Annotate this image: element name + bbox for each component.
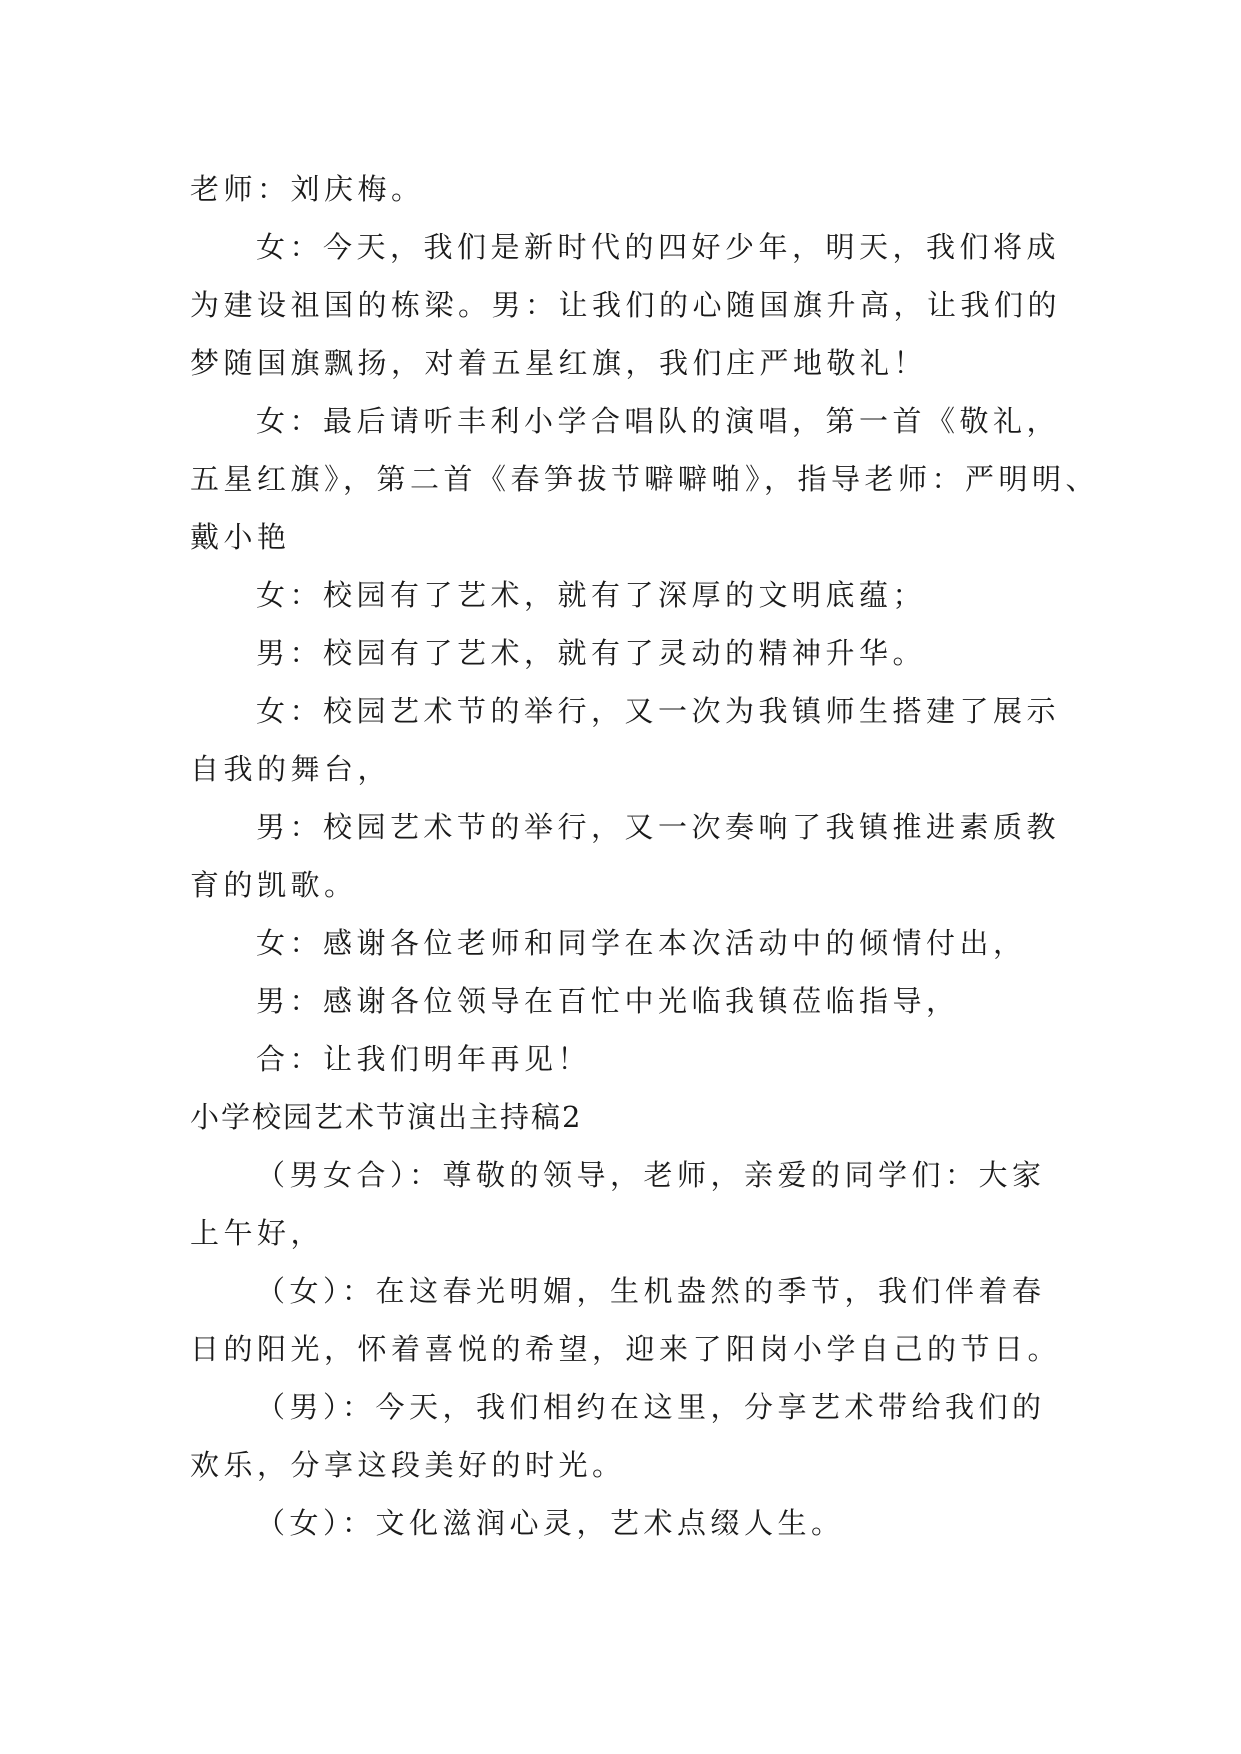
text-line: 女：校园艺术节的举行，又一次为我镇师生搭建了展示 [256,694,1061,728]
text-line: （女）：在这春光明媚，生机盎然的季节，我们伴着春 [256,1274,1046,1308]
text-line: 欢乐，分享这段美好的时光。 [190,1448,626,1482]
text-line: 合：让我们明年再见！ [256,1042,592,1076]
text-line: （女）：文化滋润心灵，艺术点缀人生。 [256,1506,845,1540]
text-line: 女：感谢各位老师和同学在本次活动中的倾情付出， [256,926,1027,960]
text-line: 男：校园艺术节的举行，又一次奏响了我镇推进素质教 [256,810,1061,844]
text-line: 女：今天，我们是新时代的四好少年，明天，我们将成 [256,230,1061,264]
document-body [190,160,1100,1552]
text-line: 戴小艳 [190,520,291,554]
text-line: 老师：刘庆梅。 [190,172,425,206]
text-line: 男：校园有了艺术，就有了灵动的精神升华。 [256,636,927,670]
text-line: 为建设祖国的栋梁。男：让我们的心随国旗升高，让我们的 [190,288,1062,322]
text-line: 日的阳光，怀着喜悦的希望，迎来了阳岗小学自己的节日。 [190,1332,1062,1366]
text-line: （男女合）：尊敬的领导，老师，亲爱的同学们：大家 [256,1158,1046,1192]
text-line: 育的凯歌。 [190,868,358,902]
text-line: 男：感谢各位领导在百忙中光临我镇莅临指导， [256,984,960,1018]
text-line: 女：校园有了艺术，就有了深厚的文明底蕴； [256,578,927,612]
text-line: 五星红旗》，第二首《春笋拔节噼噼啪》，指导老师：严明明、 [190,462,1100,496]
text-line: 女：最后请听丰利小学合唱队的演唱，第一首《敬礼， [256,404,1061,438]
text-line: 梦随国旗飘扬，对着五星红旗，我们庄严地敬礼！ [190,346,928,380]
text-line: 上午好， [190,1216,325,1250]
section-heading: 小学校园艺术节演出主持稿2 [190,1100,583,1134]
text-line: 自我的舞台， [190,752,392,786]
text-line: （男）：今天，我们相约在这里，分享艺术带给我们的 [256,1390,1046,1424]
